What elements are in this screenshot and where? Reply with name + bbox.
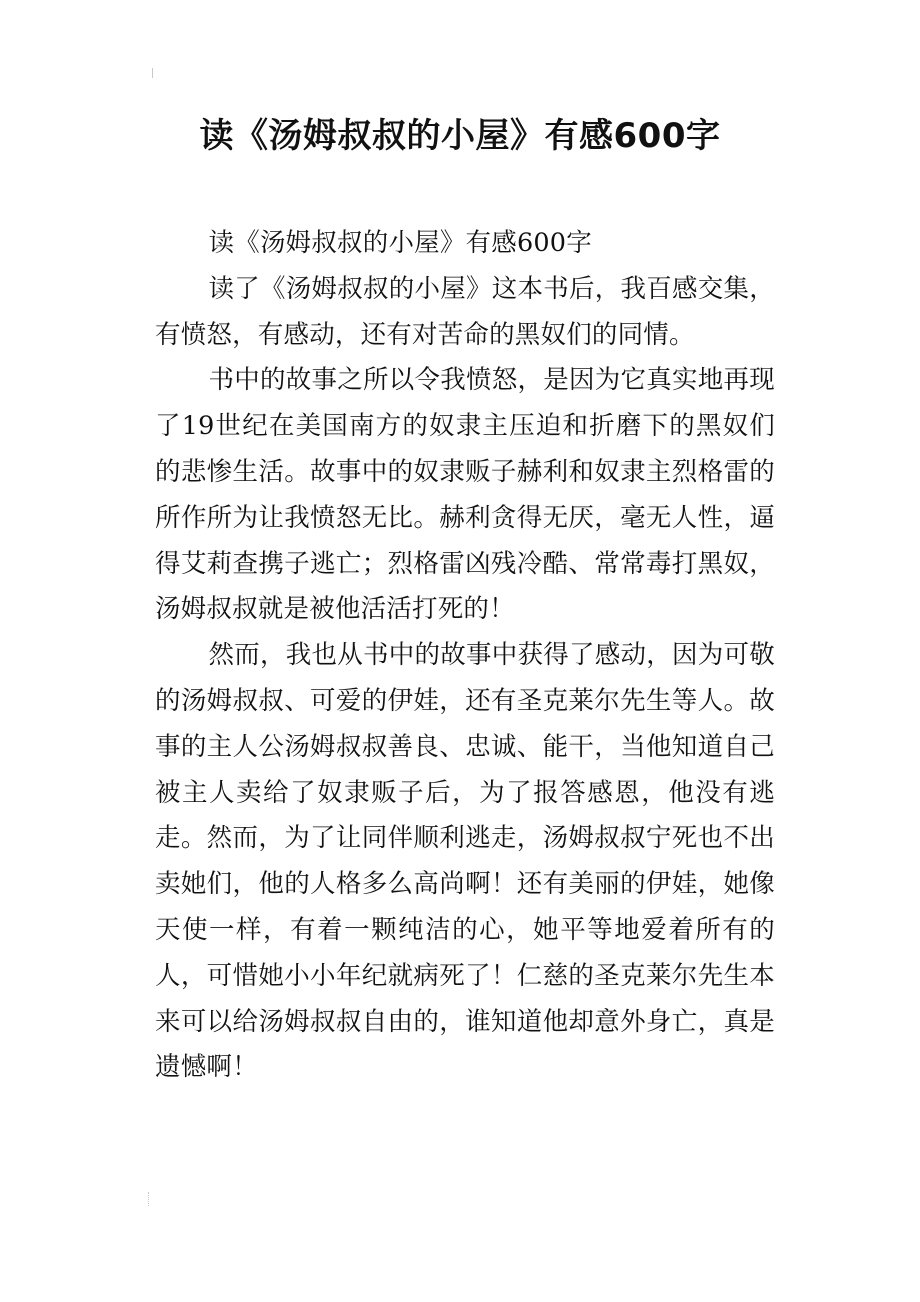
corner-mark-bottom bbox=[148, 1192, 153, 1206]
paragraph: 然而，我也从书中的故事中获得了感动，因为可敬的汤姆叔叔、可爱的伊娃，还有圣克莱尔先生等人。故事的主人公汤姆叔叔善良、忠诚、能干，当他知道自己被主人卖给了奴隶贩子后，为了报答感恩，他没有逃走。然而，为了让同伴顺利逃走，汤姆叔叔宁死也不出卖她们，他的人格多么高尚啊！还有美丽的伊娃，她像天使一样，有着一颗纯洁的心，她平等地爱着所有的人，可惜她小小年纪就病死了！仁慈的圣克莱尔先生本来可以给汤姆叔叔自由的，谁知道他却意外身亡，真是遗憾啊！ bbox=[155, 640, 775, 1083]
paragraph: 读了《汤姆叔叔的小屋》这本书后，我百感交集，有愤怒，有感动，还有对苦命的黑奴们的同情。 bbox=[155, 273, 775, 350]
paragraph: 书中的故事之所以令我愤怒，是因为它真实地再现了19世纪在美国南方的奴隶主压迫和折磨下的黑奴们的悲惨生活。故事中的奴隶贩子赫利和奴隶主烈格雷的所作所为让我愤怒无比。赫利贪得无厌，毫无人性，逼得艾莉查携子逃亡；烈格雷凶残冷酷、常常毒打黑奴，汤姆叔叔就是被他活活打死的！ bbox=[155, 365, 775, 625]
document-body bbox=[155, 221, 775, 1091]
document-title: 读《汤姆叔叔的小屋》有感600字 bbox=[199, 116, 721, 156]
corner-mark-top bbox=[152, 68, 157, 78]
paragraph-subtitle: 读《汤姆叔叔的小屋》有感600字 bbox=[208, 228, 592, 258]
